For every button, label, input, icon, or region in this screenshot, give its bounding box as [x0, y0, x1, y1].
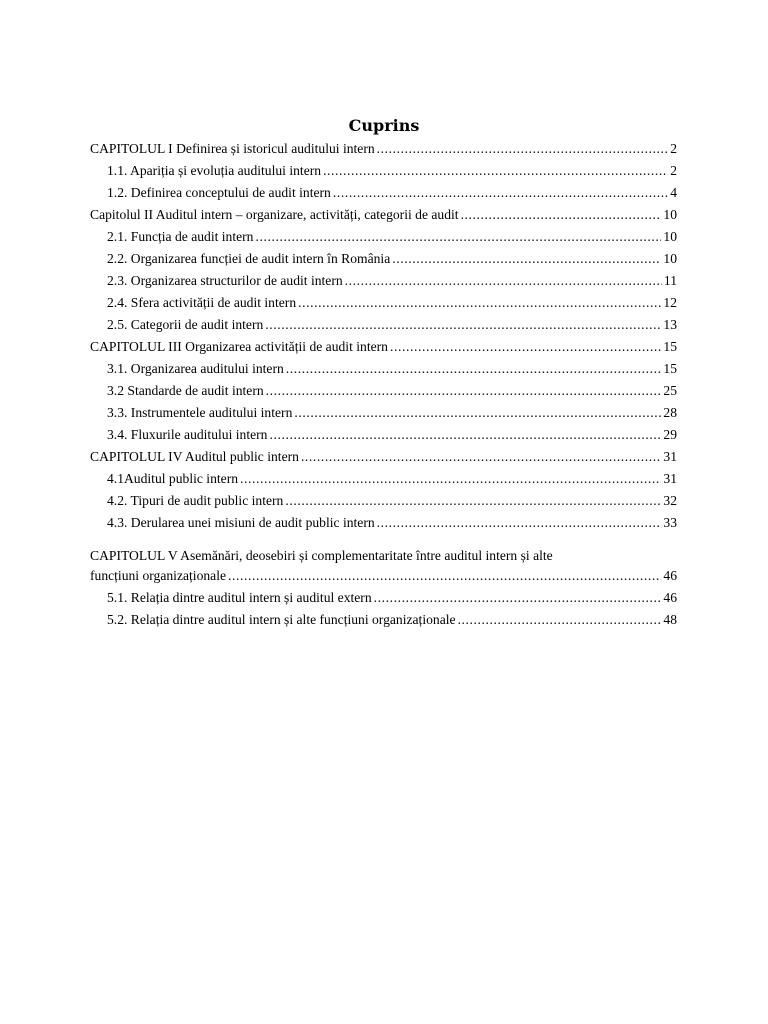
toc-entry-label: 2.2. Organizarea funcției de audit intern în România — [107, 251, 391, 266]
toc-entry-page: 4 — [670, 185, 677, 200]
toc-entry-page: 46 — [663, 568, 677, 583]
dot-leader — [294, 402, 661, 424]
toc-entry-label: 3.1. Organizarea auditului intern — [107, 361, 284, 376]
toc-entry-page: 2 — [670, 141, 677, 156]
toc-title: Cuprins — [348, 116, 420, 135]
toc-entry-label: Capitolul II Auditul intern – organizare, activități, categorii de audit — [90, 207, 459, 222]
toc-entry-section-3-3[interactable] — [107, 402, 677, 424]
toc-entry-chapter-3[interactable] — [90, 336, 677, 358]
toc-entry-label: 1.1. Apariția și evoluția auditului intern — [107, 163, 322, 178]
toc-entry-chapter-2[interactable] — [90, 204, 677, 226]
toc-entry-section-4-3[interactable] — [107, 512, 677, 534]
dot-leader — [240, 468, 661, 490]
toc-entry-page: 46 — [663, 590, 677, 605]
toc-entry-section-2-4[interactable] — [107, 292, 677, 314]
toc-entry-page: 13 — [663, 317, 677, 332]
toc-entry-page: 15 — [663, 339, 677, 354]
toc-entry-label: 4.3. Derularea unei misiuni de audit public intern — [107, 515, 375, 530]
toc-entry-label: 3.4. Fluxurile auditului intern — [107, 427, 268, 442]
toc-entry-section-2-1[interactable] — [107, 226, 677, 248]
dot-leader — [377, 138, 669, 160]
toc-entry-section-3-4[interactable] — [107, 424, 677, 446]
toc-entry-page: 29 — [663, 427, 677, 442]
toc-entry-chapter-5-line1[interactable]: CAPITOLUL V Asemănări, deosebiri și complementaritate între auditul intern și alte — [90, 548, 553, 563]
dot-leader — [458, 609, 662, 631]
toc-entry-section-4-1[interactable] — [107, 468, 677, 490]
toc-entry-label: 2.1. Funcția de audit intern — [107, 229, 254, 244]
toc-entry-page: 48 — [663, 612, 677, 627]
toc-entry-page: 10 — [663, 251, 677, 266]
toc-entry-section-1-2[interactable] — [107, 182, 677, 204]
toc-entry-section-3-2[interactable] — [107, 380, 677, 402]
toc-entry-page: 32 — [663, 493, 677, 508]
dot-leader — [390, 336, 661, 358]
toc-entry-section-4-2[interactable] — [107, 490, 677, 512]
toc-entry-page: 12 — [663, 295, 677, 310]
toc-entry-chapter-1[interactable] — [90, 138, 677, 160]
dot-leader — [269, 424, 661, 446]
toc-entry-label: CAPITOLUL I Definirea și istoricul auditului intern — [90, 141, 375, 156]
toc-entry-page: 31 — [663, 471, 677, 486]
dot-leader — [461, 204, 662, 226]
dot-leader — [374, 587, 662, 609]
toc-entry-section-3-1[interactable] — [107, 358, 677, 380]
toc-entry-page: 10 — [663, 207, 677, 222]
toc-entry-label: 5.2. Relația dintre auditul intern și alte funcțiuni organizaționale — [107, 612, 456, 627]
toc-entry-page: 10 — [663, 229, 677, 244]
dot-leader — [298, 292, 661, 314]
toc-entry-label: 5.1. Relația dintre auditul intern și auditul extern — [107, 590, 372, 605]
toc-entry-label: 4.1Auditul public intern — [107, 471, 239, 486]
toc-entry-page: 31 — [663, 449, 677, 464]
toc-entry-label: 1.2. Definirea conceptului de audit intern — [107, 185, 331, 200]
dot-leader — [345, 270, 662, 292]
toc-entry-label: 2.4. Sfera activității de audit intern — [107, 295, 297, 310]
toc-entry-section-1-1[interactable] — [107, 160, 677, 182]
dot-leader — [301, 446, 661, 468]
dot-leader — [392, 248, 661, 270]
toc-entry-label: 3.3. Instrumentele auditului intern — [107, 405, 293, 420]
dot-leader — [265, 314, 661, 336]
dot-leader — [255, 226, 661, 248]
toc-entry-label: funcțiuni organizaționale — [90, 568, 227, 583]
dot-leader — [228, 565, 661, 587]
toc-entry-page: 2 — [670, 163, 677, 178]
toc-entry-label: CAPITOLUL IV Auditul public intern — [90, 449, 299, 464]
toc-entry-label: 2.5. Categorii de audit intern — [107, 317, 264, 332]
toc-entry-page: 15 — [663, 361, 677, 376]
dot-leader — [323, 160, 668, 182]
toc-entry-section-2-5[interactable] — [107, 314, 677, 336]
toc-entry-chapter-4[interactable] — [90, 446, 677, 468]
dot-leader — [333, 182, 668, 204]
toc-entry-section-2-3[interactable] — [107, 270, 677, 292]
dot-leader — [286, 358, 662, 380]
toc-entry-section-2-2[interactable] — [107, 248, 677, 270]
toc-entry-label: CAPITOLUL III Organizarea activității de audit intern — [90, 339, 388, 354]
toc-entry-page: 25 — [663, 383, 677, 398]
dot-leader — [285, 490, 661, 512]
toc-entry-section-5-1[interactable] — [107, 587, 677, 609]
toc-entry-label: 2.3. Organizarea structurilor de audit intern — [107, 273, 343, 288]
dot-leader — [377, 512, 662, 534]
toc-entry-page: 11 — [663, 273, 677, 288]
toc-entry-label: 3.2 Standarde de audit intern — [107, 383, 264, 398]
toc-entry-section-5-2[interactable] — [107, 609, 677, 631]
dot-leader — [266, 380, 662, 402]
toc-entry-page: 33 — [663, 515, 677, 530]
toc-entry-chapter-5[interactable] — [90, 565, 677, 587]
toc-entry-page: 28 — [663, 405, 677, 420]
toc-entry-label: 4.2. Tipuri de audit public intern — [107, 493, 284, 508]
